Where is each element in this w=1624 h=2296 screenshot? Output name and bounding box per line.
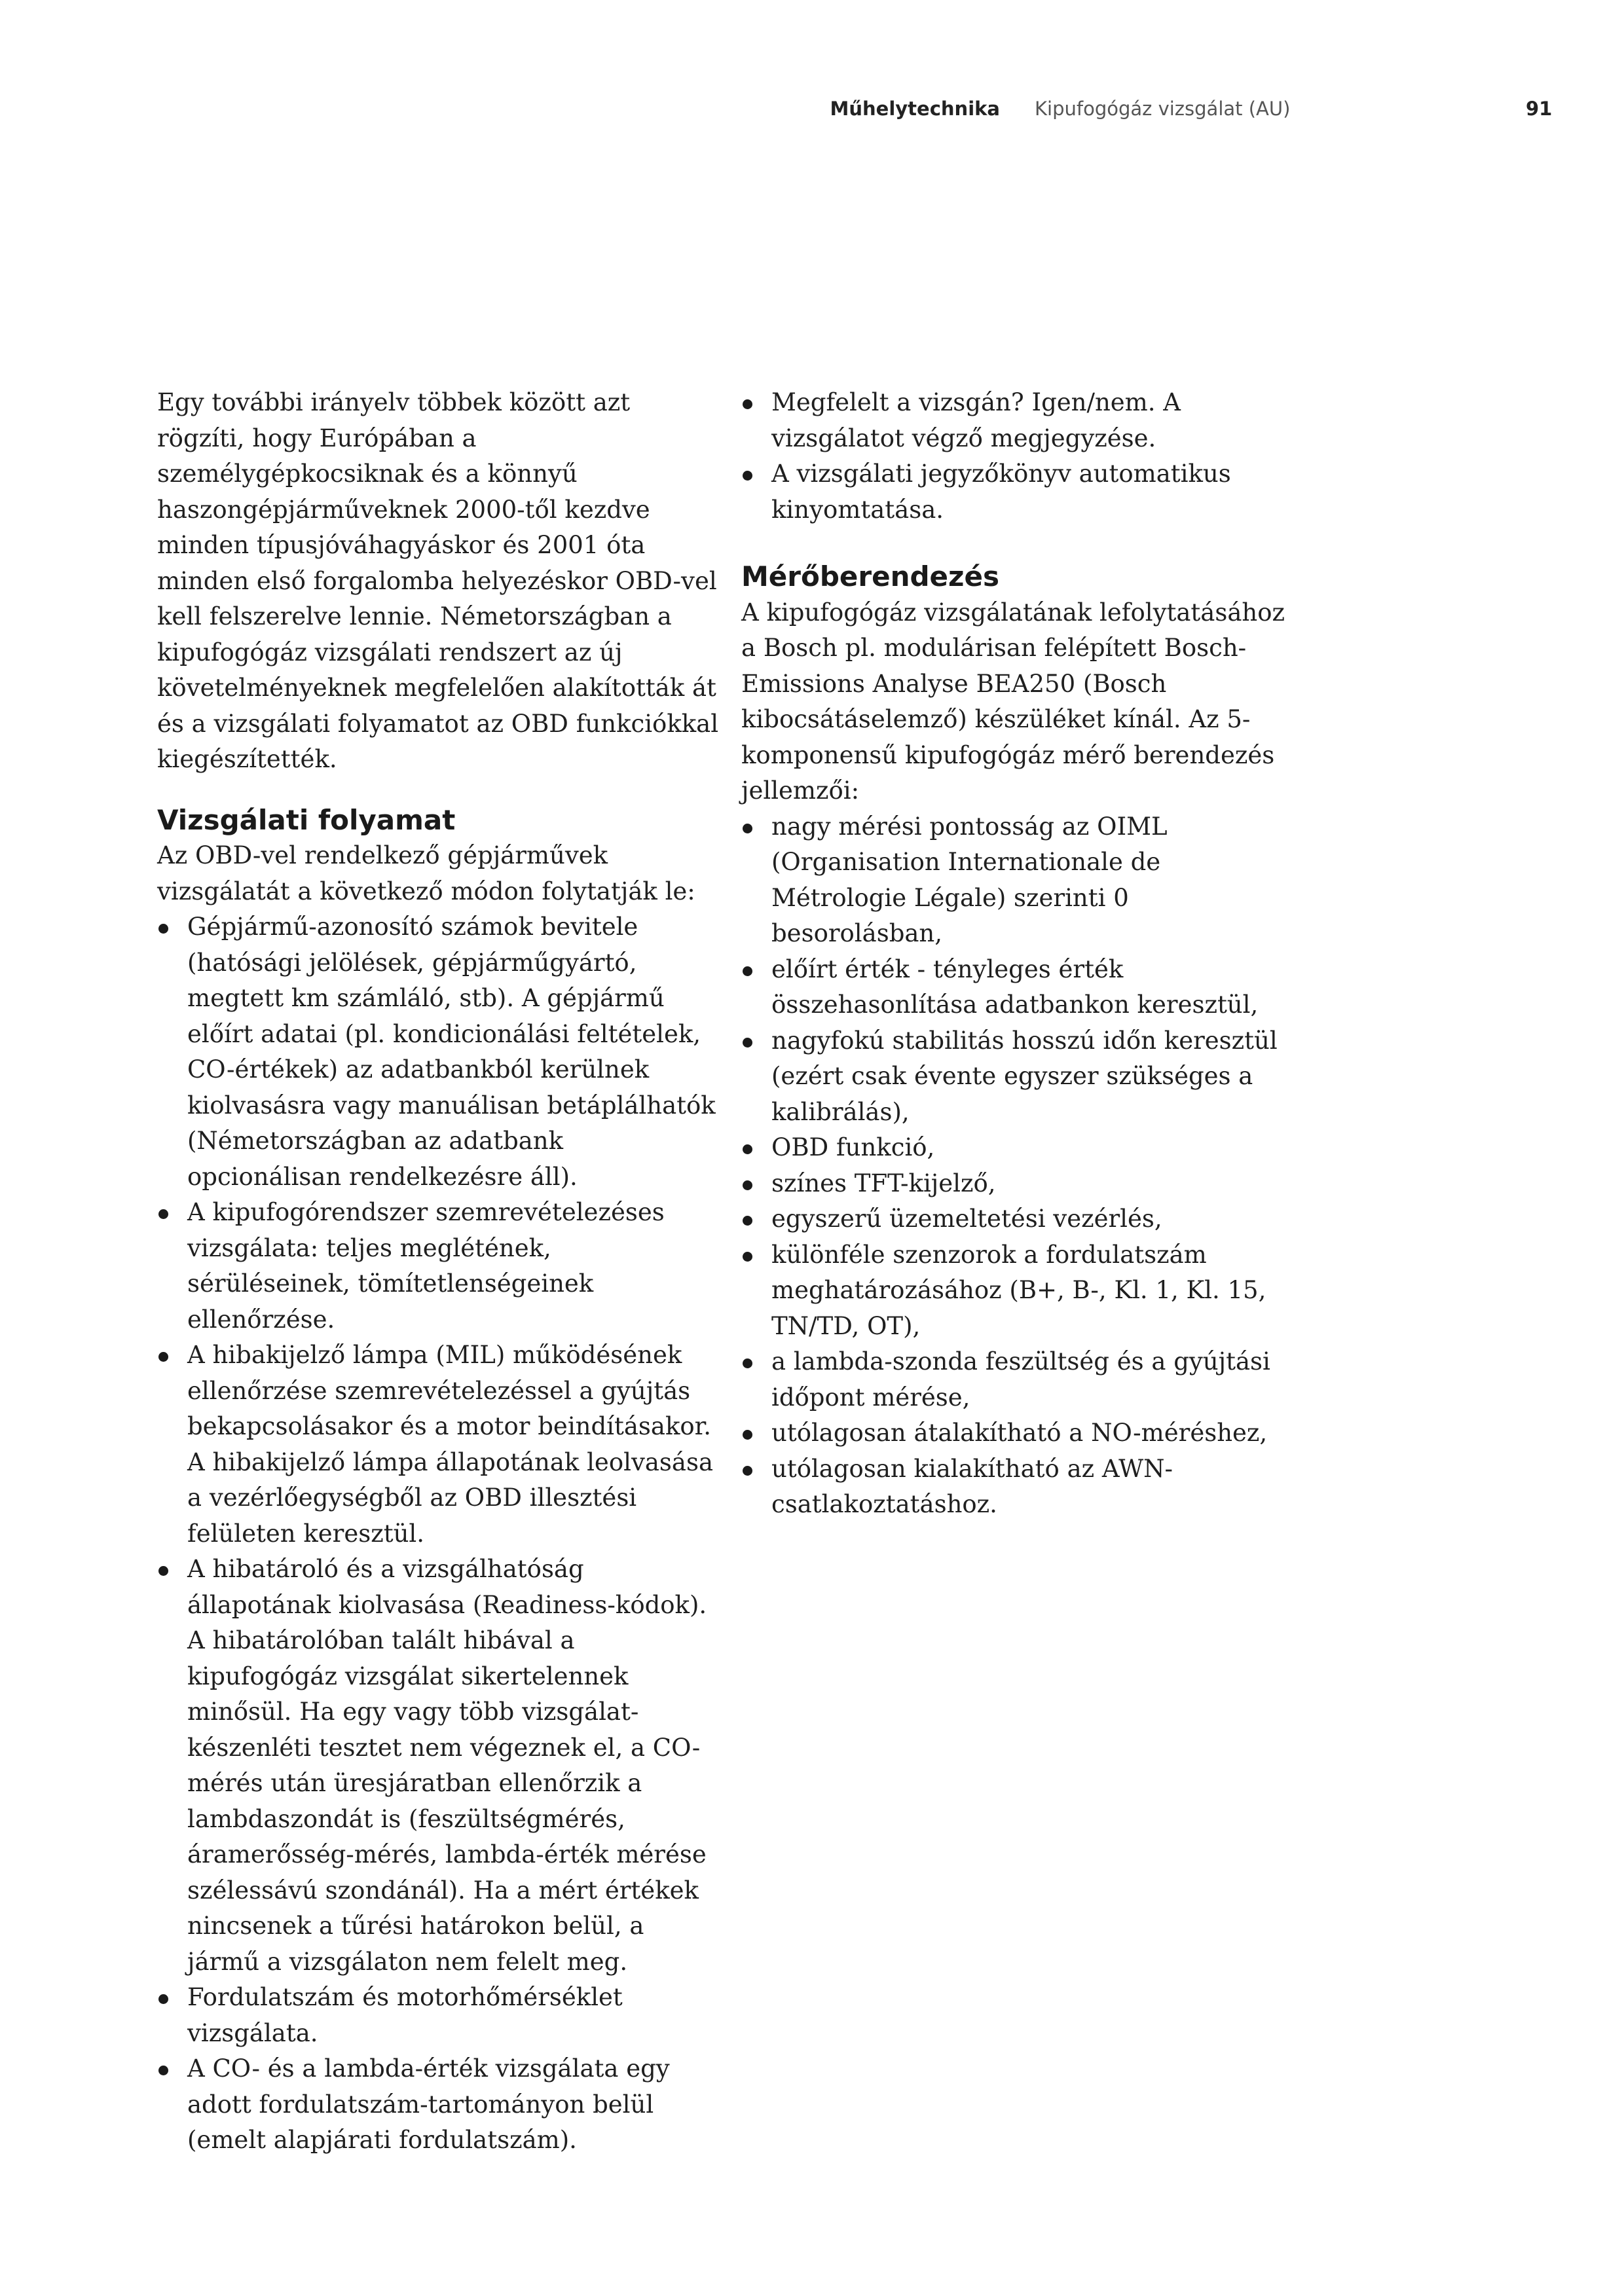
list-item: nagyfokú stabilitás hosszú időn keresztül (ezért csak évente egyszer szükséges a kalibrálás), bbox=[741, 1023, 1285, 1131]
list-item: előírt érték - tényleges érték összehasonlítása adatbankon keresztül, bbox=[741, 952, 1285, 1023]
page-number: 91 bbox=[1526, 98, 1553, 120]
intro-paragraph: Egy további irányelv többek között azt rögzíti, hogy Európában a személygépkocsiknak és a könnyű haszongépjárműveknek 2000-től kezdve minden típusjóváhagyáskor és 2001 óta minden első forgalomba helyezéskor OBD-vel kell felszerelve lennie. Németországban a kipufogógáz vizsgálati rendszert az új követelményeknek megfelelően alakították át és a vizsgálati folyamatot az OBD funkciókkal kiegészítették. bbox=[157, 388, 719, 773]
list-item: Gépjármű-azonosító számok bevitele (hatósági jelölések, gépjárműgyártó, megtett km számláló, stb). A gépjármű előírt adatai (pl. kondicionálási feltételek, CO-értékek) az adatbankból kerülnek kiolvasásra vagy manuálisan betáplálhatók (Németországban az adatbank opcionálisan rendelkezésre áll). bbox=[157, 909, 720, 1195]
header-topic: Kipufogógáz vizsgálat (AU) bbox=[1035, 98, 1291, 120]
list-item: OBD funkció, bbox=[741, 1130, 1285, 1166]
equipment-features-list bbox=[741, 809, 1285, 1523]
list-item: A vizsgálati jegyzőkönyv automatikus kinyomtatása. bbox=[741, 456, 1285, 528]
list-item: A CO- és a lambda-érték vizsgálata egy adott fordulatszám-tartományon belül (emelt alapjárati fordulatszám). bbox=[157, 2051, 720, 2159]
list-item: Megfelelt a vizsgán? Igen/nem. A vizsgálatot végző megjegyzése. bbox=[741, 385, 1285, 456]
list-item: A kipufogórendszer szemrevételezéses vizsgálata: teljes meglétének, sérüléseinek, tömítetlenségeinek ellenőrzése. bbox=[157, 1195, 720, 1338]
equipment-intro-paragraph: A kipufogógáz vizsgálatának lefolytatásához a Bosch pl. modulárisan felépített Bosch-Emissions Analyse BEA250 (Bosch kibocsátáselemző) készüléket kínál. Az 5-komponensű kipufogógáz mérő berendezés jellemzői: bbox=[741, 598, 1285, 805]
procedure-steps-list bbox=[157, 909, 720, 2159]
list-item: utólagosan kialakítható az AWN-csatlakoztatáshoz. bbox=[741, 1451, 1285, 1523]
procedure-lead-paragraph: Az OBD-vel rendelkező gépjárművek vizsgálatát a következő módon folytatják le: bbox=[157, 841, 695, 905]
right-column bbox=[741, 385, 1285, 1523]
list-item: a lambda-szonda feszültség és a gyújtási időpont mérése, bbox=[741, 1344, 1285, 1415]
list-item: A hibatároló és a vizsgálhatóság állapotának kiolvasása (Readiness-kódok). A hibatárolóban talált hibával a kipufogógáz vizsgálat sikertelennek minősül. Ha egy vagy több vizsgálat-készenléti tesztet nem végeznek el, a CO-mérés után üresjáratban ellenőrzik a lambdaszondát is (feszültségmérés, áramerősség-mérés, lambda-érték mérése szélessávú szondánál). Ha a mért értékek nincsenek a tűrési határokon belül, a jármű a vizsgálaton nem felelt meg. bbox=[157, 1552, 720, 1980]
header-section-title: Műhelytechnika bbox=[830, 98, 1000, 120]
list-item: A hibakijelző lámpa (MIL) működésének ellenőrzése szemrevételezéssel a gyújtás bekapcsolásakor és a motor beindításakor. A hibakijelző lámpa állapotának leolvasása a vezérlőegységből az OBD illesztési felületen keresztül. bbox=[157, 1338, 720, 1552]
list-item: színes TFT-kijelző, bbox=[741, 1166, 1285, 1202]
list-item: nagy mérési pontosság az OIML (Organisation Internationale de Métrologie Légale) szerinti 0 besorolásban, bbox=[741, 809, 1285, 952]
section-heading-measuring-equipment: Mérőberendezés bbox=[741, 560, 999, 592]
left-column bbox=[157, 385, 720, 2159]
list-item: utólagosan átalakítható a NO-méréshez, bbox=[741, 1415, 1285, 1451]
running-header bbox=[0, 96, 1624, 122]
list-item: különféle szenzorok a fordulatszám meghatározásához (B+, B-, Kl. 1, Kl. 15, TN/TD, OT), bbox=[741, 1237, 1285, 1345]
list-item: Fordulatszám és motorhőmérséklet vizsgálata. bbox=[157, 1980, 720, 2051]
procedure-steps-continued-list bbox=[741, 385, 1285, 528]
list-item: egyszerű üzemeltetési vezérlés, bbox=[741, 1201, 1285, 1237]
section-heading-test-procedure: Vizsgálati folyamat bbox=[157, 803, 456, 836]
